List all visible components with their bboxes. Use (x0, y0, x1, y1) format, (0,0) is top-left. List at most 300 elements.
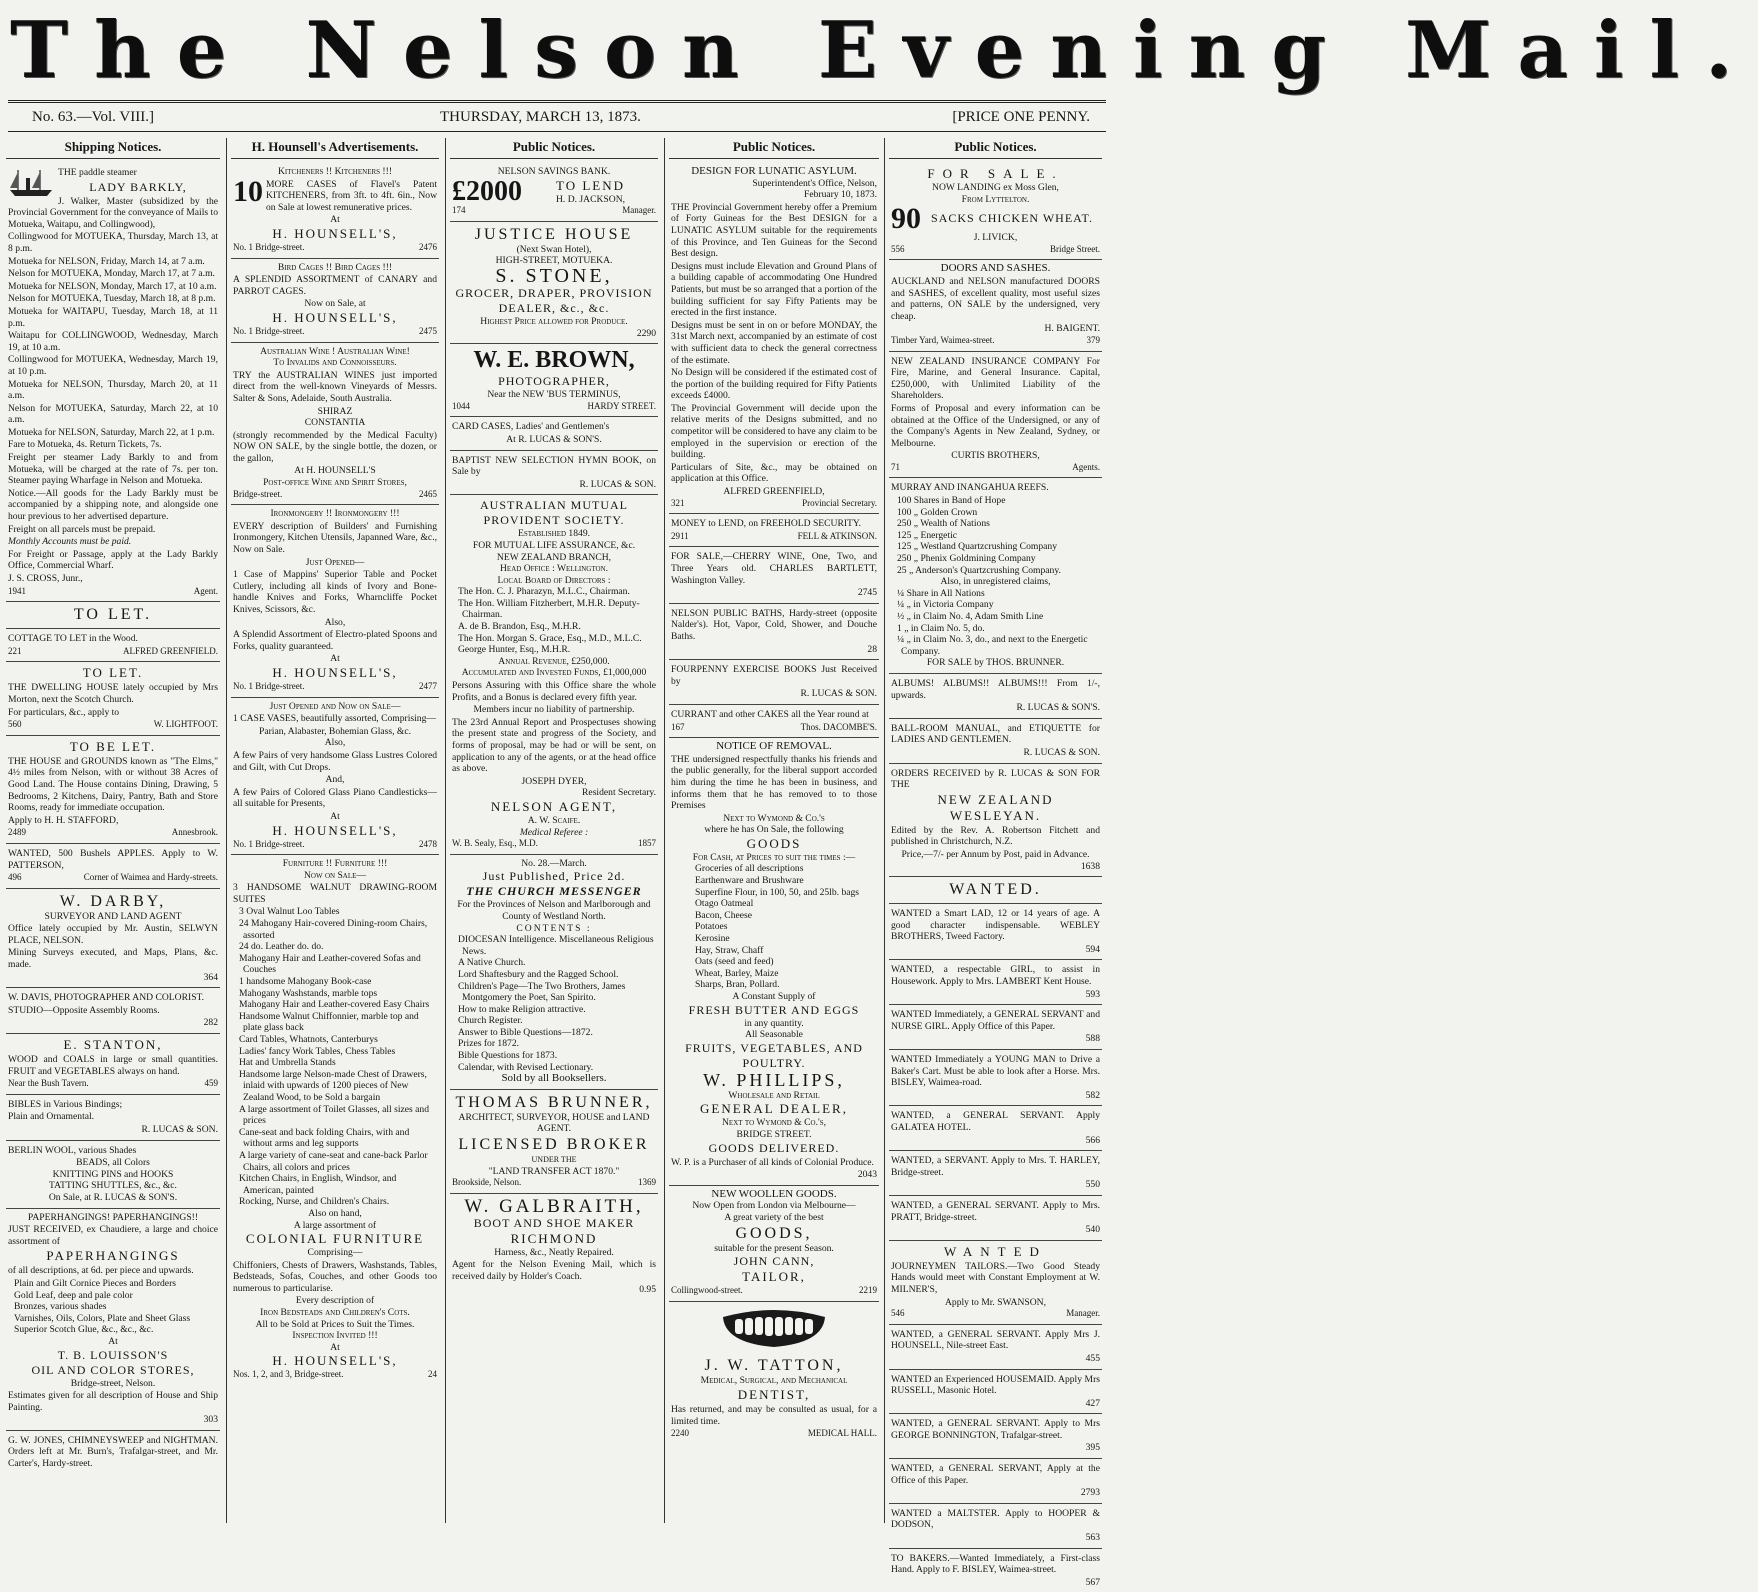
list-item: Cane-seat and back folding Chairs, with and without arms and leg supports (239, 1126, 410, 1150)
ad-text: TO LEND (555, 177, 625, 193)
ad-signature: R. LUCAS & SON. (141, 1124, 218, 1135)
list-item: Mahogany Hair and Leather-covered Sofas and Couches (239, 952, 421, 976)
list-item: Kerosine (695, 933, 730, 945)
ad-number: 2478 (419, 838, 437, 849)
ad-footer (452, 205, 656, 217)
ad-text: TRY the AUSTRALIAN WINES just imported direct from the well-known Vineyards of Messrs. Salter & Sons, Adelaide, South Australia. (233, 369, 437, 404)
ad-number: 2290 (636, 327, 656, 339)
ad-heading: NELSON AGENT, (490, 798, 618, 814)
list-item: Otago Oatmeal (695, 898, 754, 910)
ad-footer (671, 1428, 877, 1440)
column-public-notices-1 (450, 138, 658, 1523)
ad-text: THE undersigned respectfully thanks his friends and the public generally, for the liberal support accorded him during the time he has been in business, and informs them that he has removed to to those Premises (671, 753, 877, 812)
ad-text: WANTED, a GENERAL SERVANT, Apply at the Office of this Paper. (891, 1463, 1100, 1486)
list-item: Children's Page—The Two Brothers, James Montgomery the Poet, San Spirito. (458, 980, 626, 1004)
ad-heading: TO BE LET. (69, 738, 157, 754)
list-item: 3 Oval Walnut Loo Tables (239, 906, 340, 918)
ad-berlin-wool (6, 1141, 220, 1209)
list-item: A Native Church. (458, 957, 526, 969)
ad-text: Estimates given for all description of House and Ship Painting. (8, 1390, 218, 1413)
ad-number: 593 (1085, 988, 1100, 1000)
ad-text: Designs must include Elevation and Ground Plans of a building capable of accommodating One Hundred Patients, but must be so arranged that a portion of the building sufficient for say Fifty Patients may be erected in the first instance. (671, 260, 877, 319)
ad-ballroom-manual (889, 719, 1102, 764)
ad-text: WANTED, a GENERAL SERVANT. Apply to Mrs. PRATT, Bridge-street. (891, 1199, 1100, 1223)
ad-name: A. W. Scaife. (527, 814, 581, 826)
ad-footer (891, 244, 1100, 256)
ad-footer (233, 681, 437, 693)
schedule-line: Motueka for NELSON, Monday, March 17, at 10 a.m. (8, 280, 217, 292)
ad-text: CURRANT and other CAKES all the Year round at (671, 708, 869, 720)
ad-heading: NELSON SAVINGS BANK. (497, 166, 611, 177)
ad-text: Corner of Waimea and Hardy-streets. (83, 872, 218, 883)
ad-name: H. HOUNSELL'S, (272, 822, 398, 838)
table-row (897, 541, 1100, 553)
ad-footer (233, 1369, 437, 1381)
ad-chimneysweep (6, 1431, 220, 1475)
share-name: „ Westland Quartzcrushing Company (913, 541, 1057, 553)
ad-line: Freight per steamer Lady Barkly to and from Motueka, will be charged at the rate of 7s. per ton. Steamer paying Wharfage in Nelson and Motueka. (8, 452, 218, 487)
schedule-line: Nelson for MOTUEKA, Monday, March 17, at 7 a.m. (8, 268, 215, 280)
ad-street: Bridge Street. (1050, 243, 1100, 254)
column-heading: Public Notices. (450, 138, 658, 159)
share-count: 250 (897, 518, 912, 530)
ad-hymn-book (450, 451, 658, 496)
share-name: Shares in Band of Hope (913, 495, 1006, 507)
ad-text: BAPTIST NEW SELECTION HYMN BOOK, on Sale by (452, 454, 656, 478)
ad-heading: Just Opened and Now on Sale— (269, 700, 401, 712)
ad-text: of all descriptions, at 6d. per piece and upwards. (8, 1265, 194, 1277)
ad-number: 2745 (857, 587, 877, 599)
schedule-line: Waitapu for COLLINGWOOD, Wednesday, March 19, at 10 a.m. (8, 330, 218, 353)
ad-text: A Splendid Assortment of Electro-plated Spoons and Forks, quality guaranteed. (233, 629, 437, 652)
ad-name: H. HOUNSELL'S, (272, 309, 398, 325)
list-item: The Hon. C. J. Pharazyn, M.L.C., Chairman. (458, 586, 630, 598)
ad-number: 1369 (638, 1177, 656, 1188)
ad-text: A few Pairs of Colored Glass Piano Candlesticks—all suitable for Presents, (233, 786, 437, 810)
ad-text: THE HOUSE and GROUNDS known as "The Elms," 4½ miles from Nelson, with or without 38 Acres of Good Land. The House contains Dining, Drawing, 5 Bedrooms, 2 Kitchens, Dairy, Pantry, Bath and Store Rooms, ready for immediate occupation. (8, 755, 218, 814)
ad-place: Timber Yard, Waimea-street. (891, 334, 995, 345)
ad-text: "LAND TRANSFER ACT 1870." (488, 1165, 620, 1177)
ad-text: WANTED Immediately a YOUNG MAN to Drive a Baker's Cart. Must be able to look after a Horse. Mrs. BISLEY, Waimea-road. (891, 1054, 1100, 1089)
list-item: Superior Scotch Glue, &c., &c., &c. (14, 1324, 154, 1336)
share-name: Share in All Nations (906, 587, 985, 599)
dateline-rule (8, 131, 1106, 132)
ad-signature: JOSEPH DYER, (521, 775, 587, 787)
ad-text: JUST RECEIVED, ex Chaudiere, a large and choice assortment of (8, 1224, 218, 1247)
ad-footer (452, 1177, 656, 1189)
ad-footer (891, 335, 1100, 347)
ad-place: Near the Bush Tavern. (8, 1078, 89, 1089)
list-item: Bacon, Cheese (695, 909, 753, 921)
ad-text: Has returned, and may be consulted as usual, for a limited time. (671, 1403, 877, 1427)
ad-notice-of-removal (669, 738, 879, 1186)
list-item: BEADS, all Colors (76, 1157, 150, 1169)
ad-wanted (889, 1414, 1102, 1459)
ad-text: Comprising— (307, 1247, 363, 1259)
ad-paperhangings (6, 1209, 220, 1431)
ad-text: suitable for the present Season. (714, 1242, 834, 1254)
column-divider (226, 138, 227, 1523)
ad-text: All to be Sold at Prices to Suit the Times. (255, 1318, 415, 1330)
ad-text: For the Provinces of Nelson and Marlborough and County of Westland North. (457, 899, 651, 922)
ad-number: 594 (1085, 943, 1100, 955)
ad-footer (233, 489, 437, 501)
ad-line: Freight on all parcels must be prepaid. (8, 523, 156, 535)
list-item: Varnishes, Oils, Colors, Plate and Sheet Glass (14, 1312, 191, 1324)
ad-text: WOOD and COALS in large or small quantities. FRUIT and VEGETABLES always on hand. (8, 1054, 218, 1077)
ad-street: No. 1 Bridge-street. (233, 838, 305, 849)
ad-number-big: 10 (233, 174, 263, 208)
list-item: Earthenware and Brushware (695, 875, 804, 887)
dateline (10, 106, 1104, 128)
ad-heading: DESIGN FOR LUNATIC ASYLUM. (691, 165, 857, 177)
ad-heading: Furniture !! Furniture !!! (282, 858, 388, 870)
ad-text: BALL-ROOM MANUAL, and ETIQUETTE for LADIES AND GENTLEMEN. (891, 722, 1100, 746)
ad-wanted (889, 1325, 1102, 1370)
ad-text: A large assortment of (293, 1219, 377, 1231)
ad-text: AUCKLAND and NELSON manufactured DOORS and SASHES, of excellent quality, most useful sizes and patterns, ON SALE by the undersigned, very cheap. (891, 275, 1100, 322)
column-public-notices-2 (669, 138, 879, 1523)
ad-text: STUDIO—Opposite Assembly Rooms. (8, 1004, 160, 1016)
ad-text: Next to Wymond & Co.'s (723, 812, 825, 824)
ad-text: For Cash, at Prices to suit the times :— (692, 851, 856, 863)
ad-text: Particulars of Site, &c., may be obtained on application at this Office. (671, 461, 877, 485)
ad-number: 566 (1085, 1134, 1100, 1146)
ad-number: 1857 (638, 838, 656, 849)
ad-galbraith (450, 1194, 658, 1299)
share-count: ¼ (897, 634, 905, 646)
ad-date: February 10, 1873. (803, 189, 877, 201)
ad-text: On Sale, at R. LUCAS & SON'S. (48, 1191, 178, 1203)
table-row (897, 565, 1100, 577)
list-item: Oats (seed and feed) (695, 956, 774, 968)
list-item: 1 handsome Mahogany Book-case (239, 976, 372, 988)
ad-text: Chiffoniers, Chests of Drawers, Washstands, Tables, Bedsteads, Sofas, Couches, and other Goods too numerous to particularise. (233, 1259, 437, 1294)
list-item: Ladies' fancy Work Tables, Chess Tables (239, 1045, 396, 1057)
ad-text: W. P. is a Purchaser of all kinds of Colonial Produce. (671, 1156, 874, 1168)
list-item: 24 do. Leather do. do. (239, 941, 324, 953)
column-heading: Shipping Notices. (6, 138, 220, 159)
ad-place: MEDICAL HALL. (807, 1428, 877, 1439)
ad-footer (671, 722, 877, 734)
ad-text: A Constant Supply of (732, 991, 816, 1002)
ad-signature: R. LUCAS & SON. (1023, 746, 1100, 758)
loan-amount: £2000 (452, 175, 522, 207)
ad-text: Also, (324, 737, 346, 749)
furniture-list (233, 906, 437, 1207)
ad-cottage (6, 629, 220, 662)
list-item: Rocking, Nurse, and Children's Chairs. (239, 1196, 390, 1208)
column-divider (664, 138, 665, 1523)
ad-footer (233, 242, 437, 254)
list-item: George Hunter, Esq., M.H.R. (458, 644, 571, 656)
ad-number: 303 (203, 1414, 218, 1426)
ad-number: 560 (8, 719, 22, 730)
ad-signature: ALFRED GREENFIELD. (123, 645, 218, 656)
ad-heading: PAPERHANGINGS! PAPERHANGINGS!! (27, 1211, 199, 1223)
ad-card-cases (450, 417, 658, 450)
masthead-rule-2 (8, 102, 1106, 103)
list-item: A. de B. Brandon, Esq., M.H.R. (458, 621, 581, 633)
ad-text: Mining Surveys executed, and Maps, Plans, &c. made. (8, 947, 218, 971)
publication-title: THE CHURCH MESSENGER (466, 884, 642, 899)
goods-list (671, 863, 877, 991)
ad-line: Notice.—All goods for the Lady Barkly must be accompanied by a shipping note, and alongside one hour previous to her advertised departure. (8, 487, 218, 523)
ad-text: (Next Swan Hotel), (516, 243, 592, 255)
ad-exercise-books (669, 660, 879, 705)
ad-heading: JUSTICE HOUSE (474, 225, 634, 243)
ad-line: For Freight or Passage, apply at the Lady Barkly Office, Commercial Wharf. (8, 548, 218, 572)
ad-number: 556 (891, 243, 905, 254)
ad-line: Monthly Accounts must be paid. (8, 536, 132, 548)
list-item: Kitchen Chairs, in English, Windsor, and American, painted (239, 1173, 397, 1196)
ad-text: WANTED, 500 Bushels APPLES. Apply to W. PATTERSON, (8, 847, 218, 871)
ad-heading: TO LET. (82, 665, 144, 681)
ad-footer (233, 326, 437, 338)
list-item: Wheat, Barley, Maize (695, 967, 779, 979)
ad-text: Plain and Ornamental. (8, 1111, 95, 1123)
ad-signature: ALFRED GREENFIELD, (723, 486, 825, 498)
table-row (897, 588, 1100, 600)
ad-heading: Australian Wine ! Australian Wine! (260, 345, 410, 357)
ad-text: Inspection Invited !!! (292, 1330, 378, 1342)
ad-place: RICHMOND (510, 1230, 598, 1246)
ad-number: 0.95 (639, 1283, 656, 1295)
ad-footer (452, 401, 656, 413)
ad-text: Established 1849. (517, 528, 591, 540)
column-heading: Public Notices. (669, 138, 879, 159)
ad-text: Superintendent's Office, Nelson, (752, 177, 877, 189)
ad-number: 2465 (419, 488, 437, 499)
share-name: „ in Claim No. 3, do., and next to the Energetic Company. (901, 634, 1088, 657)
ad-heading: WANTED (944, 1243, 1047, 1259)
ad-footer (671, 1285, 877, 1297)
ad-text: SACKS CHICKEN WHEAT. (931, 211, 1093, 226)
column-shipping (6, 138, 220, 1523)
ad-street: Collingwood-street. (671, 1285, 743, 1296)
ad-name: H. HOUNSELL'S, (272, 1353, 398, 1369)
ad-number: 2043 (857, 1169, 877, 1181)
share-count: 1 (897, 622, 902, 634)
ad-brown-photographer (450, 344, 658, 417)
ad-signature: Thos. DACOMBE'S. (800, 721, 877, 732)
ad-number: 427 (1085, 1397, 1100, 1409)
ad-heading: FOR SALE. (927, 166, 1064, 181)
ad-number: 2911 (671, 530, 689, 541)
ad-text: Members incur no liability of partnership. (473, 704, 635, 716)
ad-signature: FOR SALE by THOS. BRUNNER. (926, 657, 1065, 669)
ad-name: OIL AND COLOR STORES, (31, 1362, 195, 1377)
share-name: „ Energetic (913, 529, 958, 541)
list-item: Sharps, Bran, Pollard. (695, 979, 780, 991)
ad-cherry-wine (669, 547, 879, 603)
ad-street: No. 1 Bridge-street. (233, 325, 305, 336)
ad-text: Also, in unregistered claims, (940, 576, 1051, 588)
ad-stanton (6, 1034, 220, 1095)
ad-lady-barkly (6, 163, 220, 602)
ad-footer (8, 1078, 218, 1090)
ad-dentist (669, 1302, 879, 1444)
ad-text: NEW ZEALAND INSURANCE COMPANY For Fire, Marine, and General Insurance. Capital, £250,000, with Unlimited Liability of the Shareholders. (891, 355, 1100, 402)
ad-wanted (889, 1504, 1102, 1549)
ad-text: A great variety of the best (724, 1211, 824, 1223)
ad-street: Bridge-street. (233, 488, 283, 499)
shares-list (891, 495, 1100, 576)
list-item: Lord Shaftesbury and the Ragged School. (458, 968, 619, 980)
ad-doors-sashes (889, 260, 1102, 351)
list-item: Calendar, with Revised Lectionary. (458, 1061, 594, 1073)
ad-name: J. W. TATTON, (704, 1357, 844, 1375)
ad-text: Edited by the Rev. A. Robertson Fitchett and published in Christchurch, N.Z. (891, 824, 1100, 848)
ad-number: 24 (428, 1369, 437, 1380)
ad-text: in any quantity. (744, 1017, 804, 1029)
ad-text: At (330, 810, 340, 822)
column-public-notices-3 (889, 138, 1102, 1588)
ad-text: NEW ZEALAND BRANCH, (496, 551, 612, 563)
table-row (897, 495, 1100, 507)
ad-big: NEW ZEALAND WESLEYAN. (937, 791, 1054, 823)
ad-role: Manager. (1066, 1308, 1100, 1319)
ad-street: No. 1 Bridge-street. (233, 241, 305, 252)
ad-trade: TAILOR, (742, 1269, 806, 1285)
ad-number: 550 (1085, 1179, 1100, 1191)
ad-darby (6, 889, 220, 989)
ad-big: GOODS, (735, 1224, 813, 1242)
list-item: The Hon. William Fitzherbert, M.H.R. Deputy-Chairman. (458, 597, 640, 621)
ad-number: 321 (671, 497, 685, 508)
ad-number: 282 (203, 1017, 218, 1029)
share-name: „ Phenix Goldmining Company (913, 553, 1036, 565)
ad-line: THE paddle steamer (58, 167, 137, 178)
ad-text: (strongly recommended by the Medical Faculty) NOW ON SALE, by the single bottle, the dozen, or the gallon, (233, 429, 437, 464)
ad-journeymen-tailors (889, 1241, 1102, 1325)
ad-text: UNDER THE (531, 1155, 577, 1165)
ad-number: 1941 (8, 585, 26, 596)
ad-role: Agent. (193, 585, 218, 596)
section-heading: WANTED. (949, 881, 1042, 899)
list-item: Hat and Umbrella Stands (239, 1057, 336, 1069)
ad-footer (452, 838, 656, 850)
ad-text: BIBLES in Various Bindings; (8, 1098, 123, 1110)
ad-heading: NEW WOOLLEN GOODS. (711, 1187, 837, 1200)
ad-text: Sold by all Booksellers. (501, 1072, 607, 1085)
ad-place: Annesbrook. (171, 827, 218, 838)
wine-name: SHIRAZ (317, 405, 353, 417)
ad-name: T. B. LOUISSON'S (57, 1347, 169, 1362)
section-wanted (889, 877, 1102, 904)
share-count: ¼ (897, 599, 905, 611)
ad-heading: Kitcheners !! Kitcheners !!! (277, 166, 393, 177)
ad-text: Forms of Proposal and every information can be obtained at the Office of the Undersigned, or any of the Company's Agents in New Zealand, Sydney, or Melbourne. (891, 402, 1100, 449)
ad-number: 1044 (452, 400, 470, 411)
ad-number: 2793 (1080, 1487, 1100, 1499)
ad-role: Resident Secretary. (582, 787, 656, 799)
ad-ironmongery (231, 505, 439, 697)
table-row (897, 518, 1100, 530)
ad-text: WANTED, a respectable GIRL, to assist in Housework. Apply to Mrs. LAMBERT Kent House. (891, 964, 1100, 988)
ad-text: Next to Wymond & Co.'s, (722, 1117, 826, 1129)
ad-text: Agent for the Nelson Evening Mail, which is received daily by Holder's Coach. (452, 1259, 656, 1282)
ad-role: Manager. (622, 205, 656, 216)
ad-number: 496 (8, 872, 22, 883)
ad-trade: GENERAL DEALER, (700, 1101, 848, 1117)
ad-text: CARD CASES, Ladies' and Gentlemen's (452, 421, 610, 433)
ad-footer (8, 827, 218, 839)
ad-heading: Bird Cages !! Bird Cages !!! (277, 261, 393, 273)
ad-wanted (889, 1459, 1102, 1504)
ad-text: FOR SALE,—CHERRY WINE, One, Two, and Three Years old. CHARLES BARTLETT, Washington Valley. (671, 551, 877, 586)
list-item: A large variety of cane-seat and cane-back Parlor Chairs, all colors and prices (239, 1149, 428, 1173)
list-item: The Hon. Morgan S. Grace, Esq., M.D., M.L.C. (458, 632, 642, 644)
column-divider (445, 138, 446, 1523)
ad-albums (889, 674, 1102, 719)
list-item: Superfine Flour, in 100, 50, and 25lb. bags (695, 886, 860, 898)
ad-text: Parian, Alabaster, Bohemian Glass, &c. (258, 725, 411, 737)
ad-text: COTTAGE TO LET in the Wood. (8, 633, 138, 645)
ad-text: WANTED a Smart LAD, 12 or 14 years of age. A good character indispensable. WEBLEY BROTHERS, Tweed Factory. (891, 908, 1100, 943)
masthead-title: The Nelson Evening Mail. (10, 5, 1758, 96)
list-item: A large assortment of Toilet Glasses, all sizes and prices (239, 1103, 430, 1127)
ad-wanted (889, 1106, 1102, 1151)
ad-kitcheners (231, 163, 439, 259)
ad-text: WANTED, a GENERAL SERVANT. Apply to Mrs GEORGE BONNINGTON, Trafalgar-street. (891, 1418, 1100, 1441)
ad-vases (231, 698, 439, 856)
schedule-line: Motueka for WAITAPU, Tuesday, March 18, at 11 p.m. (8, 305, 218, 329)
ad-street: Nos. 1, 2, and 3, Bridge-street. (233, 1369, 344, 1380)
ad-text: EVERY description of Builders' and Furnishing Ironmongery, Kitchen Utensils, Japanned Ware, &c., Now on Sale. (233, 520, 437, 556)
ad-amp-society (450, 495, 658, 854)
ad-name: At H. HOUNSELL'S (294, 465, 376, 477)
ad-text: And, (325, 774, 345, 786)
ad-number: 459 (204, 1078, 218, 1089)
share-name: „ in Claim No. 5, do. (904, 622, 985, 634)
ad-signature: W. LIGHTFOOT. (153, 719, 218, 730)
ad-big: GOODS (746, 835, 802, 851)
ad-signature: FELL & ATKINSON. (797, 530, 877, 541)
ad-footer (671, 498, 877, 510)
ad-footer (8, 586, 218, 598)
ad-text: MONEY to LEND, on FREEHOLD SECURITY. (671, 518, 862, 530)
schedule-line: Collingwood for MOTUEKA, Thursday, March 13, at 8 p.m. (8, 231, 218, 254)
ad-text: Also, (324, 616, 346, 628)
ad-text: Designs must be sent in on or before MONDAY, the 31st March next, accompanied by an estimate of cost with sufficient data to check the general correctness of the estimate. (671, 319, 877, 366)
ad-text: Price,—7/- per Annum by Post, paid in Advance. (901, 848, 1090, 860)
ad-heading: DOORS AND SASHES. (940, 262, 1051, 275)
ad-text: No. 28.—March. (521, 857, 587, 869)
table-row (897, 599, 1100, 611)
ad-text: 3 HANDSOME WALNUT DRAWING-ROOM SUITES (233, 882, 437, 905)
ad-signature: At R. LUCAS & SON'S. (506, 433, 602, 445)
ad-the-elms (6, 736, 220, 844)
ad-text: Apply to Mr. SWANSON, (944, 1296, 1046, 1308)
ad-text: Now Open from London via Melbourne— (692, 1200, 856, 1212)
masthead (10, 2, 1758, 100)
ad-text: Iron Bedsteads and Children's Cots. (260, 1307, 410, 1319)
contents-list (452, 934, 656, 1073)
ad-number: 2219 (859, 1285, 877, 1296)
ad-text: Head Office : Wellington. (500, 563, 608, 575)
list-item: 24 Mahogany Hair-covered Dining-room Chairs, assorted (239, 918, 428, 941)
ad-money-to-lend (669, 514, 879, 547)
ad-sub: Just Opened— (305, 556, 365, 568)
ad-text: Wholesale and Retail (728, 1089, 820, 1101)
ad-number: 2476 (419, 241, 437, 252)
share-count: 25 (897, 564, 907, 576)
list-item: Church Register. (458, 1015, 523, 1027)
fare-line: Fare to Motueka, 4s. Return Tickets, 7s. (8, 439, 162, 451)
ad-furniture (231, 855, 439, 1385)
steamship-icon (8, 168, 54, 198)
